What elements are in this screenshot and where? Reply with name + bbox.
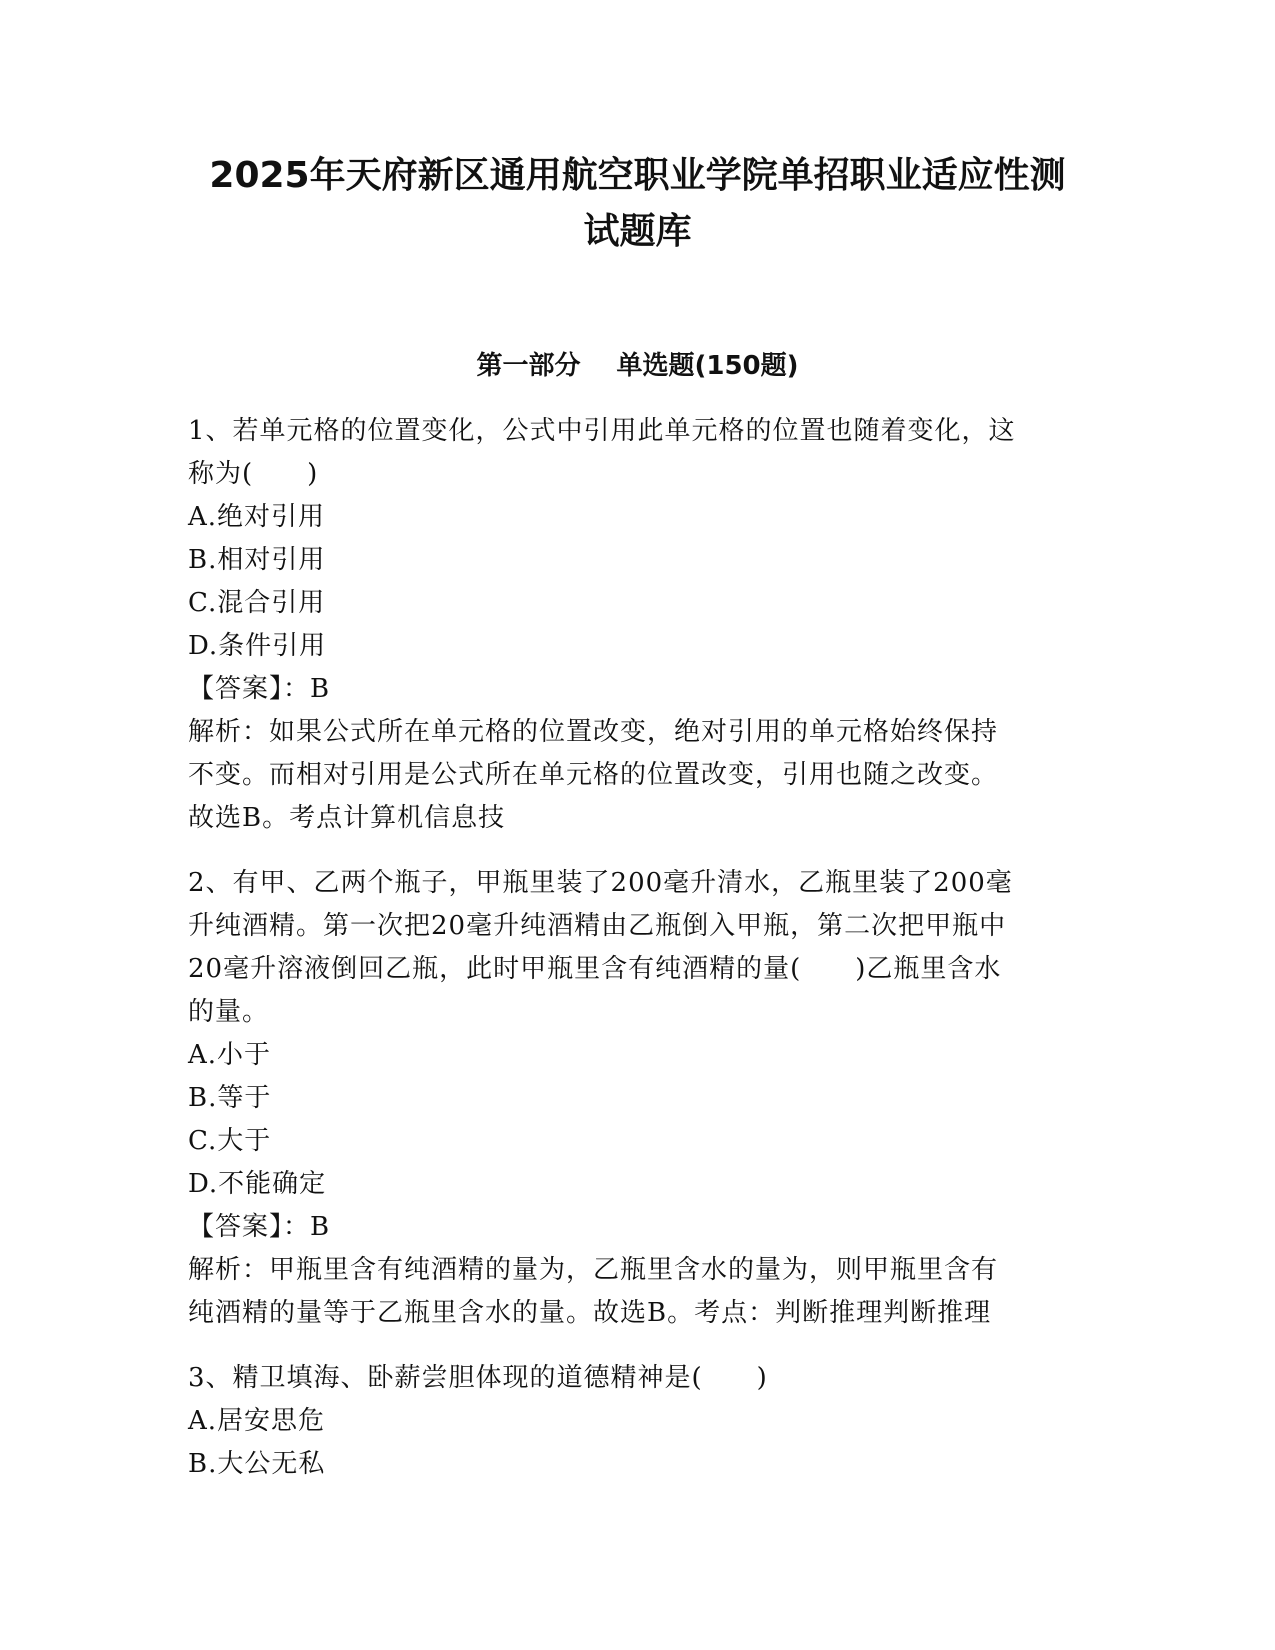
option-a: A.居安思危: [188, 1406, 326, 1436]
analysis-line: 纯酒精的量等于乙瓶里含水的量。故选B。考点：判断推理判断推理: [188, 1298, 992, 1328]
question-stem-line: 20毫升溶液倒回乙瓶，此时甲瓶里含有纯酒精的量( )乙瓶里含水: [188, 954, 1002, 984]
question-stem-line: 1、若单元格的位置变化，公式中引用此单元格的位置也随着变化，这: [188, 416, 1016, 446]
question-3: [188, 1357, 1088, 1486]
analysis-line: 不变。而相对引用是公式所在单元格的位置改变，引用也随之改变。: [188, 760, 999, 790]
title-line-2: 试题库: [583, 211, 692, 252]
option-a: A.绝对引用: [188, 502, 326, 532]
question-stem-line: 3、精卫填海、卧薪尝胆体现的道德精神是( ): [188, 1363, 768, 1393]
question-stem-line: 称为( ): [188, 459, 319, 489]
section-name: 单选题(150题): [616, 351, 799, 381]
answer-line: 【答案】：B: [188, 674, 331, 704]
option-d: D.条件引用: [188, 631, 327, 661]
question-stem-line: 的量。: [188, 997, 270, 1027]
answer-line: 【答案】：B: [188, 1212, 331, 1242]
option-b: B.等于: [188, 1083, 272, 1113]
option-a: A.小于: [188, 1040, 272, 1070]
question-1: [188, 410, 1088, 840]
option-b: B.相对引用: [188, 545, 326, 575]
question-stem-line: 2、有甲、乙两个瓶子，甲瓶里装了200毫升清水，乙瓶里装了200毫: [188, 868, 1013, 898]
analysis-line: 故选B。考点计算机信息技: [188, 803, 506, 833]
section-title: [150, 346, 1125, 386]
question-2: [188, 862, 1088, 1335]
analysis-line: 解析：甲瓶里含有纯酒精的量为，乙瓶里含水的量为，则甲瓶里含有: [188, 1255, 999, 1285]
option-c: C.混合引用: [188, 588, 326, 618]
document-title: [150, 148, 1125, 260]
option-c: C.大于: [188, 1126, 272, 1156]
section-part: 第一部分: [476, 351, 581, 381]
analysis-line: 解析：如果公式所在单元格的位置改变，绝对引用的单元格始终保持: [188, 717, 999, 747]
title-line-1: 2025年天府新区通用航空职业学院单招职业适应性测: [209, 155, 1066, 196]
question-stem-line: 升纯酒精。第一次把20毫升纯酒精由乙瓶倒入甲瓶，第二次把甲瓶中: [188, 911, 1007, 941]
option-b: B.大公无私: [188, 1449, 326, 1479]
question-list: [188, 410, 1088, 1508]
option-d: D.不能确定: [188, 1169, 327, 1199]
